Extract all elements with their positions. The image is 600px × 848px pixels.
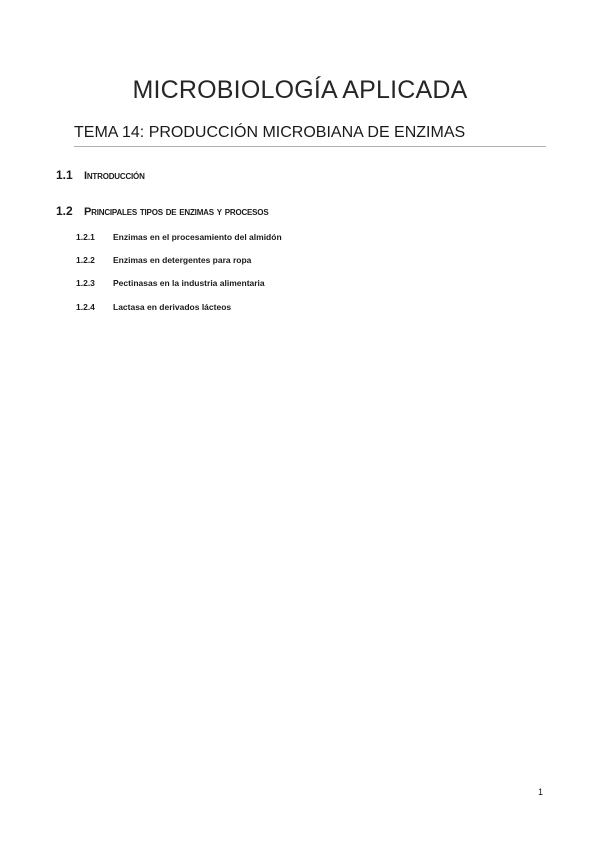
section-heading-introduccion <box>56 168 145 182</box>
subsection-number: 1.2.3 <box>76 278 95 288</box>
subsection-title: Lactasa en derivados lácteos <box>113 302 232 312</box>
subsection-number: 1.2.1 <box>76 232 95 242</box>
subsection-title: Pectinasas en la industria alimentaria <box>113 278 265 288</box>
section-number: 1.1 <box>56 168 73 182</box>
subsection-heading <box>76 302 231 312</box>
section-title: Principales tipos de enzimas y procesos <box>84 206 269 218</box>
subsection-title: Enzimas en el procesamiento del almidón <box>113 232 282 242</box>
subsection-number: 1.2.2 <box>76 255 95 265</box>
subsection-heading <box>76 278 265 288</box>
section-title: Introducción <box>84 170 145 182</box>
subsection-title: Enzimas en detergentes para ropa <box>113 255 252 265</box>
page-number: 1 <box>538 787 544 797</box>
subsection-number: 1.2.4 <box>76 302 95 312</box>
section-heading-tipos <box>56 204 268 218</box>
subsection-heading <box>76 255 251 265</box>
section-number: 1.2 <box>56 204 73 218</box>
document-title: MICROBIOLOGÍA APLICADA <box>132 76 468 104</box>
subsection-heading <box>76 232 282 242</box>
chapter-heading: TEMA 14: PRODUCCIÓN MICROBIANA DE ENZIMAS <box>74 124 546 147</box>
